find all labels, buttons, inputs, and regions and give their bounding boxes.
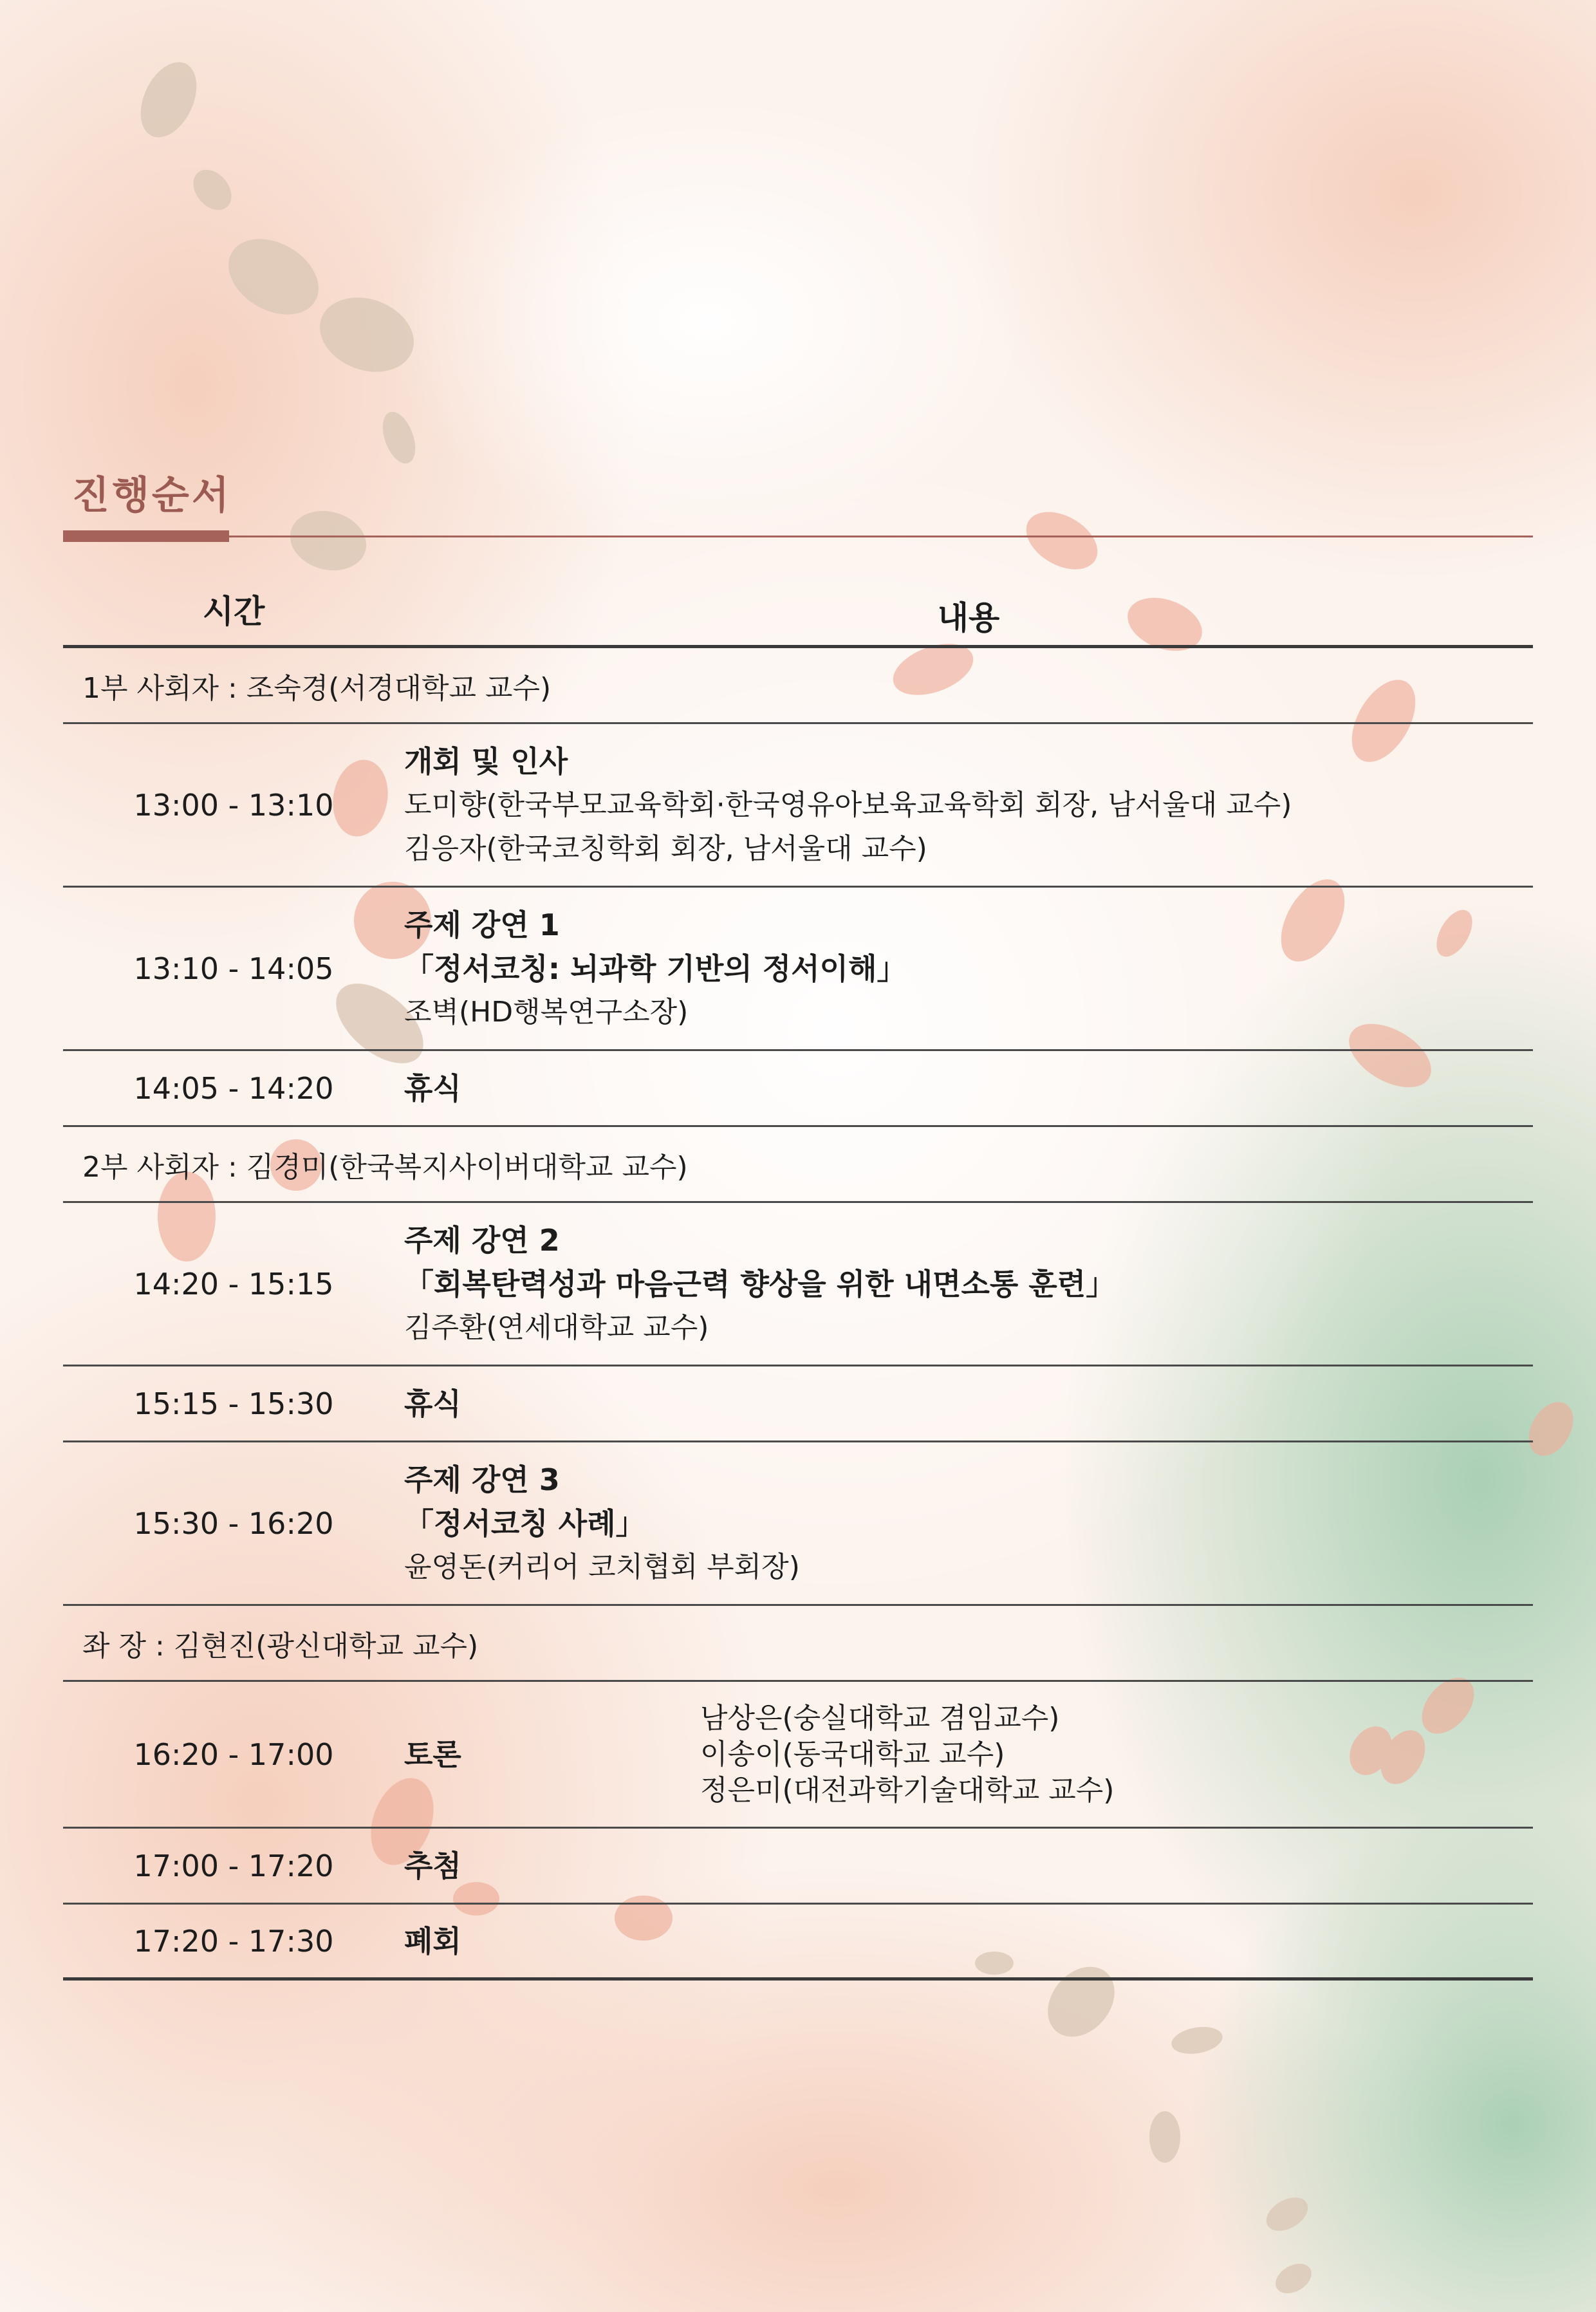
header-content: 내용 — [937, 599, 1000, 637]
title-rule — [63, 536, 1533, 537]
closing-row — [63, 1905, 1533, 1981]
section-title: 진행순서 — [72, 473, 232, 518]
break1-time: 14:05 - 14:20 — [133, 1070, 334, 1106]
part1-moderator: 1부 사회자 : 조숙경(서경대학교 교수) — [82, 671, 552, 705]
talk1-time: 13:10 - 14:05 — [133, 951, 334, 986]
opening-content — [404, 740, 1533, 871]
schedule-table — [63, 566, 1533, 1981]
part1-moderator-row — [63, 648, 1533, 724]
talk2-row — [63, 1203, 1533, 1366]
discussion-time: 16:20 - 17:00 — [133, 1737, 334, 1772]
talk1-content — [404, 903, 1533, 1034]
part2-moderator-row — [63, 1127, 1533, 1203]
opening-person-1: 도미향(한국부모교육학회·한국영유아보육교육학회 회장, 남서울대 교수) — [404, 788, 1292, 821]
talk3-content — [404, 1458, 1533, 1589]
break2-time: 15:15 - 15:30 — [133, 1386, 334, 1421]
talk3-time: 15:30 - 16:20 — [133, 1506, 334, 1541]
closing-label: 폐회 — [404, 1923, 461, 1959]
talk2-label: 주제 강연 2 — [404, 1222, 560, 1258]
break2-label: 휴식 — [404, 1386, 461, 1421]
draw-time: 17:00 - 17:20 — [133, 1848, 334, 1883]
break1-label: 휴식 — [404, 1070, 461, 1106]
panelist-3: 정은미(대전과학기술대학교 교수) — [700, 1773, 1115, 1807]
draw-label: 추첨 — [404, 1848, 461, 1883]
chair-row — [63, 1606, 1533, 1682]
break1-row — [63, 1051, 1533, 1127]
talk2-speaker: 김주환(연세대학교 교수) — [404, 1310, 709, 1344]
talk2-time: 14:20 - 15:15 — [133, 1266, 334, 1301]
talk3-row — [63, 1442, 1533, 1606]
talk1-topic: 「정서코칭: 뇌과학 기반의 정서이해」 — [404, 951, 907, 986]
opening-time: 13:00 - 13:10 — [133, 787, 334, 823]
talk2-topic: 「회복탄력성과 마음근력 향상을 위한 내면소통 훈련」 — [404, 1266, 1116, 1301]
break2-row — [63, 1366, 1533, 1442]
discussion-content — [404, 1701, 1533, 1809]
talk2-content — [404, 1218, 1533, 1350]
chair: 좌 장 : 김현진(광신대학교 교수) — [82, 1629, 479, 1663]
closing-time: 17:20 - 17:30 — [133, 1923, 334, 1959]
talk1-label: 주제 강연 1 — [404, 907, 560, 942]
talk3-label: 주제 강연 3 — [404, 1462, 560, 1497]
talk3-topic: 「정서코칭 사례」 — [404, 1506, 645, 1541]
discussion-row — [63, 1682, 1533, 1829]
table-header — [63, 566, 1533, 648]
opening-person-2: 김응자(한국코칭학회 회장, 남서울대 교수) — [404, 832, 927, 865]
panelist-2: 이송이(동국대학교 교수) — [700, 1737, 1005, 1771]
talk1-row — [63, 888, 1533, 1051]
panelist-1: 남상은(숭실대학교 겸임교수) — [700, 1701, 1060, 1735]
draw-row — [63, 1829, 1533, 1905]
opening-row — [63, 724, 1533, 888]
talk3-speaker: 윤영돈(커리어 코치협회 부회장) — [404, 1550, 800, 1583]
part2-moderator: 2부 사회자 : 김경미(한국복지사이버대학교 교수) — [82, 1150, 688, 1184]
panelist-list — [700, 1701, 1114, 1809]
discussion-label: 토론 — [404, 1737, 461, 1772]
header-time: 시간 — [202, 593, 265, 630]
opening-title: 개회 및 인사 — [404, 743, 568, 779]
talk1-speaker: 조벽(HD행복연구소장) — [404, 995, 689, 1029]
title-accent-bar — [63, 530, 229, 542]
